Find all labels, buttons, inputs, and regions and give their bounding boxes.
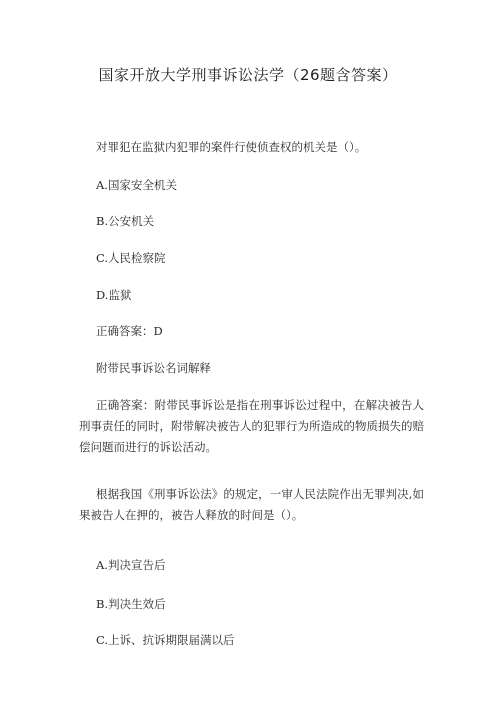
- question-1-answer: 正确答案：D: [96, 324, 163, 338]
- question-3-text: 根据我国《刑事诉讼法》的规定，一审人民法院作出无罪判决,如果被告人在押的，被告人释放的时间是（）。: [79, 487, 424, 522]
- question-3-option-b: B.判决生效后: [96, 597, 166, 611]
- question-1-option-a: A.国家安全机关: [96, 178, 177, 192]
- question-1-option-b: B.公安机关: [96, 214, 155, 228]
- question-3-option-c: C.上诉、抗诉期限届满以后: [96, 633, 235, 647]
- question-2-answer: 正确答案：附带民事诉讼是指在刑事诉讼过程中，在解决被告人刑事责任的同时，附带解决被告人的犯罪行为所造成的物质损失的赔偿问题而进行的诉讼活动。: [79, 398, 424, 454]
- question-1-text: 对罪犯在监狱内犯罪的案件行使侦查权的机关是（）。: [96, 140, 367, 154]
- document-title: 国家开放大学刑事诉讼法学（26题含答案）: [98, 66, 398, 84]
- question-2-text: 附带民事诉讼名词解释: [96, 361, 211, 375]
- question-1-option-d: D.监狱: [96, 288, 132, 302]
- question-1-option-c: C.人民检察院: [96, 251, 166, 265]
- question-3-option-a: A.判决宣告后: [96, 558, 166, 572]
